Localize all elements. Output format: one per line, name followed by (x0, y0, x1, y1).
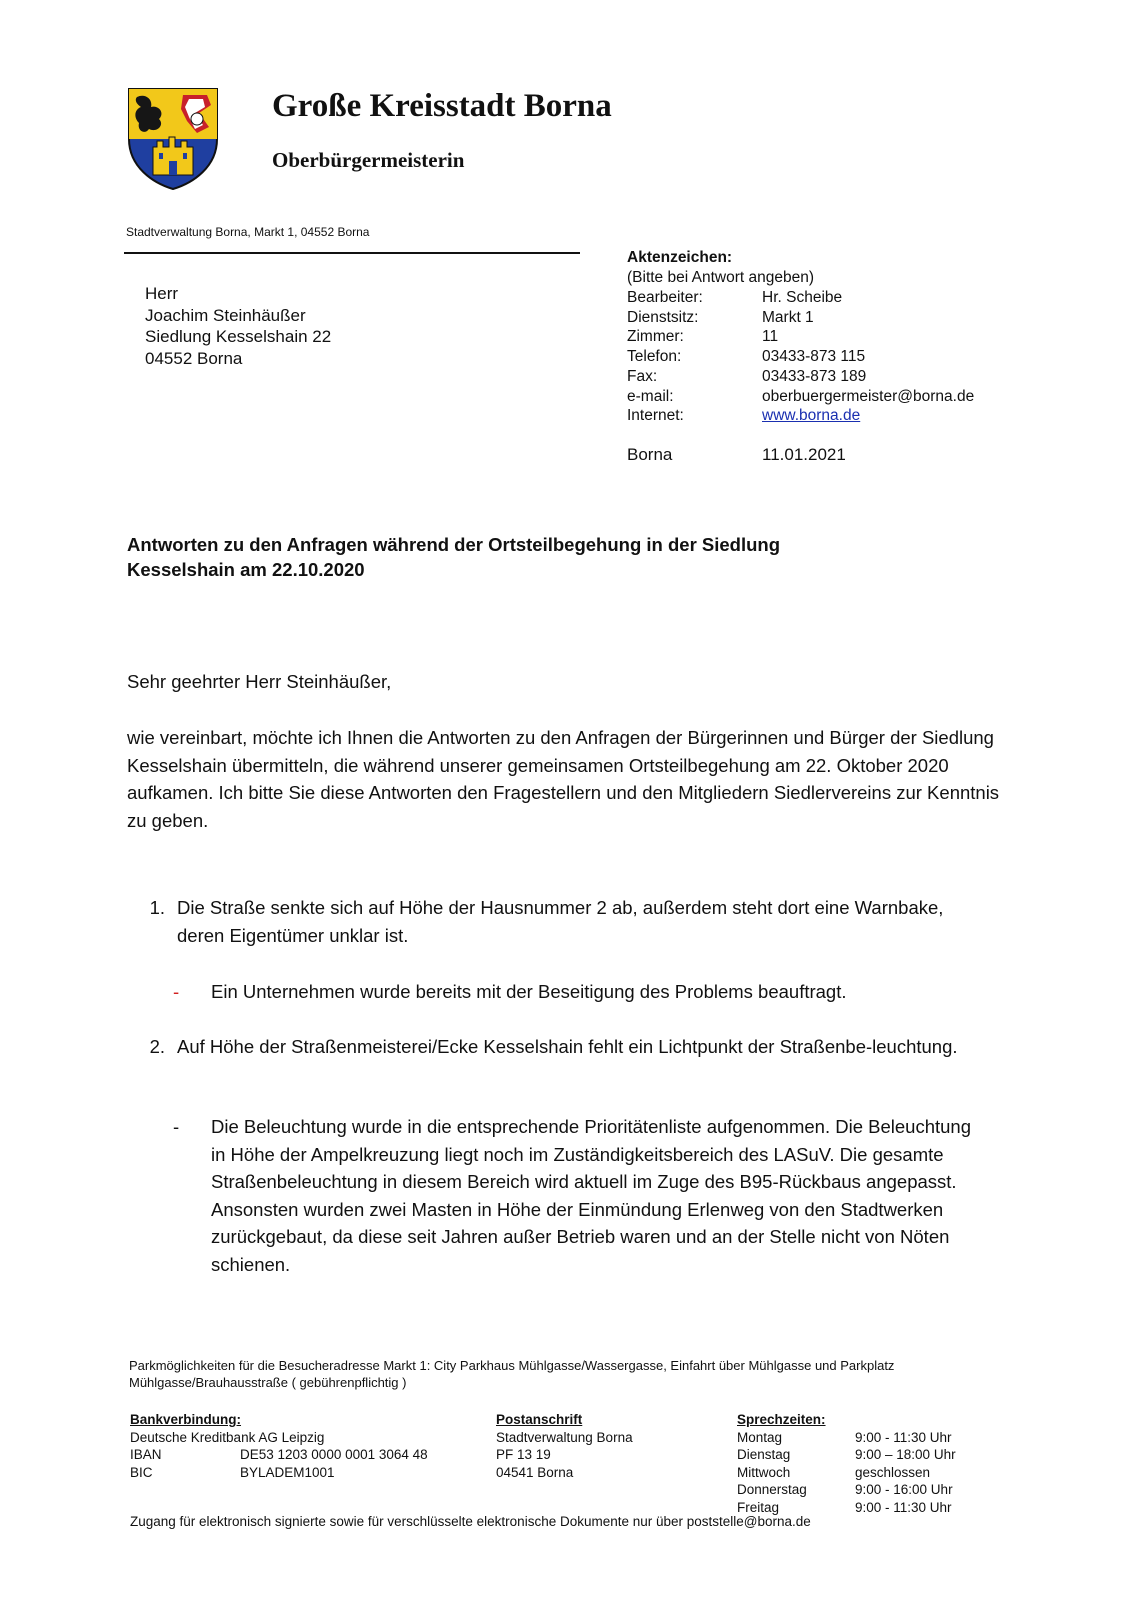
digital-access-note: Zugang für elektronisch signierte sowie für verschlüsselte elektronische Dokumente nur über poststelle@borna.de (130, 1514, 811, 1529)
answer-text: Ein Unternehmen wurde bereits mit der Beseitigung des Problems beauftragt. (211, 981, 847, 1002)
item-answer (173, 1113, 973, 1278)
hours-time: 9:00 - 11:30 Uhr (855, 1499, 952, 1515)
reference-info-block (627, 248, 974, 465)
info-row-email (627, 387, 974, 407)
info-row-office (627, 308, 974, 328)
info-label: Internet: (627, 407, 684, 425)
list-item (127, 1033, 987, 1061)
recipient-street: Siedlung Kesselshain 22 (145, 327, 332, 346)
post-line: Stadtverwaltung Borna (496, 1429, 633, 1445)
info-row-room (627, 327, 974, 347)
info-value: Hr. Scheibe (762, 289, 843, 306)
postal-address (496, 1411, 696, 1481)
info-value: oberbuergermeister@borna.de (762, 387, 975, 405)
place: Borna (627, 444, 673, 464)
bank-name: Deutsche Kreditbank AG Leipzig (130, 1429, 325, 1445)
post-line: PF 13 19 (496, 1447, 551, 1462)
reference-note: (Bitte bei Antwort angeben) (627, 269, 814, 286)
hours-row (737, 1481, 997, 1499)
answer-text: Die Beleuchtung wurde in die entsprechende Prioritätenliste aufgenommen. Die Beleuchtung in Höhe der Ampelkreuzung liegt noch im Zuständigkeitsbereich des LASuV. Die gesamte Straßenbeleuchtung in diesem Bereich wird aktuell im Zuge des B95-Rückbaus angepasst. Ansonsten wurden zwei Masten in Höhe der Einmündung Erlenweg von den Stadtwerken zurückgebaut, da diese seit Jahren außer Betrieb waren und an der Stelle nicht von Nöten schienen. (211, 1116, 971, 1275)
recipient-salutation: Herr (145, 284, 179, 303)
hours-row (737, 1446, 997, 1464)
item-question: Die Straße senkte sich auf Höhe der Hausnummer 2 ab, außerdem steht dort eine Warnbake, deren Eigentümer unklar ist. (177, 897, 944, 946)
letter-date: 11.01.2021 (762, 444, 846, 464)
info-label: e-mail: (627, 387, 674, 405)
hours-time: geschlossen (855, 1464, 931, 1480)
hours-day: Donnerstag (737, 1482, 807, 1497)
website-link[interactable]: www.borna.de (762, 407, 861, 425)
letter-subject: Antworten zu den Anfragen während der Ortsteilbegehung in der Siedlung Kesselshain am 22.10.2020 (127, 534, 781, 580)
bic-value: BYLADEM1001 (240, 1464, 335, 1480)
iban-value: DE53 1203 0000 0001 3064 48 (240, 1447, 428, 1462)
hours-time: 9:00 - 16:00 Uhr (855, 1482, 953, 1497)
recipient-city: 04552 Borna (145, 348, 243, 368)
intro-paragraph: wie vereinbart, möchte ich Ihnen die Antworten zu den Anfragen der Bürgerinnen und Bürger der Siedlung Kesselshain übermitteln, die während unserer gemeinsamen Ortsteilbegehung am 22. Oktober 2020 aufkamen. Ich bitte Sie diese Antworten den Fragestellern und den Mitgliedern Siedlervereins zur Kenntnis zu geben. (127, 727, 1000, 831)
hours-day: Mittwoch (737, 1464, 791, 1480)
info-value: 11 (762, 328, 779, 346)
office-hours (737, 1411, 997, 1516)
list-item (127, 894, 987, 949)
bic-row (130, 1464, 470, 1482)
bank-details (130, 1411, 470, 1481)
item-number: 1. (149, 897, 165, 918)
info-value: Markt 1 (762, 308, 814, 326)
info-row-editor (627, 288, 974, 308)
org-subtitle: Oberbürgermeisterin (272, 148, 465, 172)
bank-heading: Bankverbindung: (130, 1412, 242, 1427)
info-label: Telefon: (627, 348, 682, 366)
item-answer (173, 978, 973, 1006)
iban-label: IBAN (130, 1447, 162, 1462)
iban-row (130, 1446, 470, 1464)
hours-row (737, 1464, 997, 1482)
recipient-name: Joachim Steinhäußer (145, 305, 306, 325)
info-label: Dienstsitz: (627, 308, 699, 326)
hours-day: Freitag (737, 1499, 780, 1515)
salutation: Sehr geehrter Herr Steinhäußer, (127, 671, 392, 692)
info-value: 03433-873 189 (762, 367, 867, 385)
info-label: Fax: (627, 367, 658, 385)
info-label: Bearbeiter: (627, 289, 703, 306)
hours-time: 9:00 – 18:00 Uhr (855, 1447, 956, 1462)
city-crest-logo (127, 87, 219, 191)
bic-label: BIC (130, 1464, 153, 1480)
recipient-address (145, 283, 331, 369)
sender-divider (124, 252, 580, 254)
reference-heading: Aktenzeichen: (627, 249, 733, 266)
info-row-internet (627, 406, 974, 426)
org-title: Große Kreisstadt Borna (272, 88, 612, 124)
hours-row (737, 1429, 997, 1447)
info-label: Zimmer: (627, 328, 684, 346)
answer-marker: - (173, 981, 180, 1002)
answer-marker: - (173, 1116, 180, 1137)
info-row-phone (627, 347, 974, 367)
hours-day: Dienstag (737, 1447, 791, 1462)
item-number: 2. (149, 1036, 165, 1057)
hours-day: Montag (737, 1429, 783, 1445)
post-heading: Postanschrift (496, 1412, 583, 1427)
sender-return-address: Stadtverwaltung Borna, Markt 1, 04552 Borna (126, 225, 370, 239)
post-line: 04541 Borna (496, 1464, 574, 1480)
hours-time: 9:00 - 11:30 Uhr (855, 1429, 952, 1445)
item-question: Auf Höhe der Straßenmeisterei/Ecke Kesselshain fehlt ein Lichtpunkt der Straßenbe-leuchtung. (177, 1036, 958, 1057)
info-value: 03433-873 115 (762, 348, 866, 366)
info-row-fax (627, 367, 974, 387)
hours-heading: Sprechzeiten: (737, 1412, 826, 1427)
place-date-row (627, 445, 974, 465)
parking-info: Parkmöglichkeiten für die Besucheradresse Markt 1: City Parkhaus Mühlgasse/Wassergasse, Einfahrt über Mühlgasse und Parkplatz Mühlgasse/Brauhausstraße ( gebührenpflichtig ) (129, 1358, 895, 1390)
